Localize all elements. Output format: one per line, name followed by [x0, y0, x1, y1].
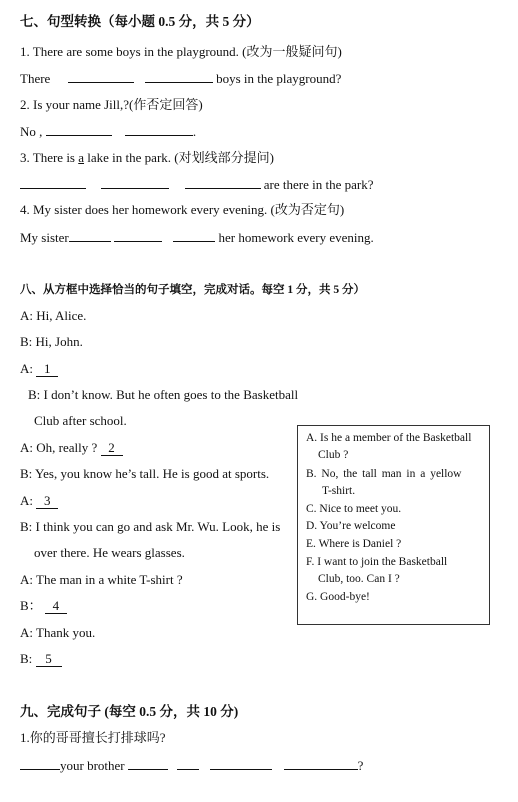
- blank[interactable]: [101, 176, 169, 189]
- blank[interactable]: [68, 70, 134, 83]
- question-7-2: 2. Is your name Jill,?(作否定回答): [20, 97, 203, 112]
- blank-number[interactable]: 5: [36, 652, 62, 667]
- dialogue-line: A: Thank you.: [20, 625, 96, 640]
- blank[interactable]: [177, 757, 199, 770]
- blank[interactable]: [125, 123, 193, 136]
- blank[interactable]: [128, 757, 168, 770]
- blank[interactable]: [69, 229, 111, 242]
- answer-start: No ,: [20, 124, 43, 139]
- question-7-4: 4. My sister does her homework every evening. (改为否定句): [20, 202, 345, 217]
- answer-end: her homework every evening.: [218, 230, 374, 245]
- underlined-word: a: [78, 150, 85, 165]
- blank[interactable]: [173, 229, 215, 242]
- dialogue-line: [20, 493, 58, 509]
- dialogue-line: B: I don’t know. But he often goes to the Basketball: [28, 387, 299, 402]
- answer-line-7-3: [20, 176, 373, 193]
- blank-number[interactable]: 1: [36, 362, 58, 377]
- answer-start: There: [20, 71, 51, 86]
- dialogue-line: B: Hi, John.: [20, 334, 83, 349]
- option-d: D. You’re welcome: [306, 520, 396, 532]
- speaker-label: A:: [20, 361, 33, 376]
- option-e: E. Where is Daniel ?: [306, 538, 402, 550]
- blank[interactable]: [145, 70, 213, 83]
- answer-mid: your brother: [60, 758, 125, 773]
- dialogue-line: [20, 598, 67, 614]
- blank[interactable]: [20, 176, 86, 189]
- dialogue-line: [20, 361, 58, 377]
- speaker-label: B:: [20, 651, 33, 666]
- option-a-cont: Club ?: [318, 449, 349, 461]
- question-text: lake in the park. (对划线部分提问): [84, 150, 274, 165]
- blank[interactable]: [114, 229, 162, 242]
- blank[interactable]: [46, 123, 112, 136]
- dialogue-line: Club after school.: [34, 413, 127, 428]
- blank[interactable]: [284, 757, 358, 770]
- option-f-cont: Club, too. Can I ?: [318, 573, 400, 585]
- dialogue-line: [20, 651, 62, 667]
- dialogue-line: A: The man in a white T-shirt ?: [20, 572, 183, 587]
- dialogue-line: over there. He wears glasses.: [34, 545, 185, 560]
- blank[interactable]: [210, 757, 272, 770]
- question-text: 3. There is: [20, 150, 79, 165]
- blank[interactable]: [185, 176, 261, 189]
- question-7-1: 1. There are some boys in the playground. (改为一般疑问句): [20, 44, 342, 59]
- blank-number[interactable]: 3: [36, 494, 58, 509]
- speaker-label: B：: [20, 598, 42, 613]
- option-b-cont: T-shirt.: [322, 485, 356, 497]
- option-f: F. I want to join the Basketball: [306, 556, 448, 568]
- answer-end: boys in the playground?: [216, 71, 342, 86]
- answer-start: My sister: [20, 230, 69, 245]
- dialogue-line: A: Hi, Alice.: [20, 308, 87, 323]
- section-8-title: 八、从方框中选择恰当的句子填空，完成对话。每空 1 分，共 5 分）: [20, 284, 365, 296]
- answer-end: ?: [357, 758, 364, 773]
- answer-line-7-4: [20, 229, 374, 246]
- dialogue-line: B: Yes, you know he’s tall. He is good at sports.: [20, 466, 270, 481]
- option-a: A. Is he a member of the Basketball: [306, 432, 472, 444]
- blank-number[interactable]: 4: [45, 599, 67, 614]
- dialogue-line: B: I think you can go and ask Mr. Wu. Look, he is: [20, 519, 281, 534]
- dialogue-line: [20, 440, 123, 456]
- answer-line-9-1: [20, 757, 363, 774]
- options-box: [297, 425, 490, 625]
- section-9-title: 九、完成句子 (每空 0.5 分，共 10 分): [20, 704, 239, 719]
- answer-line-7-1: [20, 70, 341, 87]
- question-7-3: [20, 150, 274, 166]
- dialogue-text: A: Oh, really ?: [20, 440, 98, 455]
- question-9-1: 1.你的哥哥擅长打排球吗?: [20, 730, 166, 745]
- section-7-title: 七、句型转换（每小题 0.5 分，共 5 分）: [20, 14, 260, 29]
- option-b: B. No, the tall man in a yellow: [306, 468, 462, 480]
- option-g: G. Good-bye!: [306, 591, 370, 603]
- blank[interactable]: [20, 757, 60, 770]
- answer-line-7-2: [20, 123, 196, 140]
- speaker-label: A:: [20, 493, 33, 508]
- blank-number[interactable]: 2: [101, 441, 123, 456]
- option-c: C. Nice to meet you.: [306, 503, 402, 515]
- answer-end: .: [192, 124, 197, 139]
- answer-end: are there in the park?: [263, 177, 374, 192]
